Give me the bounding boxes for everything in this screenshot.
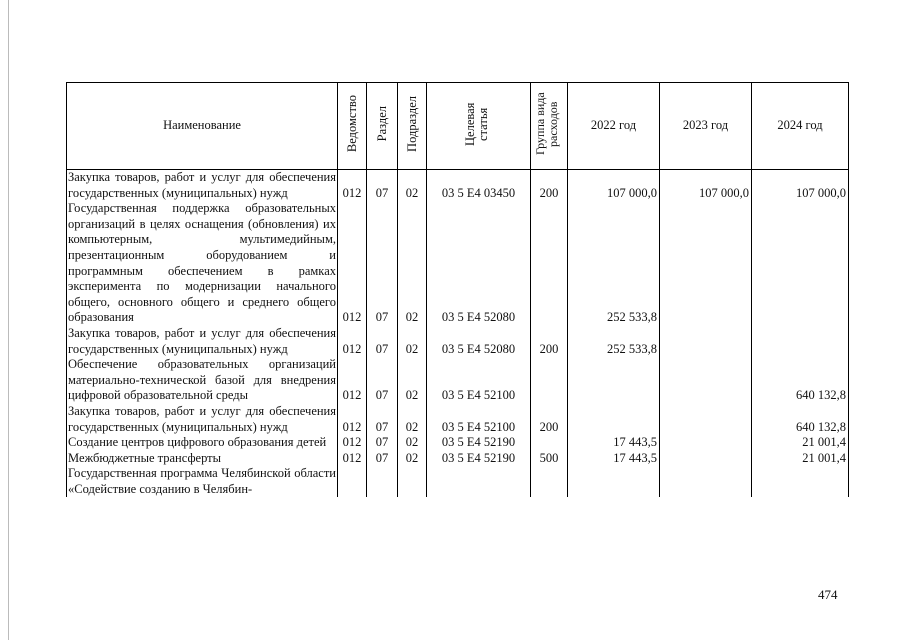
cell-ministry: 012: [338, 170, 367, 202]
cell-amount-2023: 107 000,0: [660, 170, 752, 202]
cell-amount-2024: 21 001,4: [752, 451, 849, 467]
header-2022: 2022 год: [568, 83, 660, 170]
header-name: Наименование: [67, 83, 338, 170]
table-row: [67, 466, 849, 497]
cell-target-article: [427, 466, 531, 497]
page-number: 474: [818, 587, 838, 602]
cell-subsection: 02: [398, 201, 427, 326]
cell-section: 07: [367, 357, 398, 404]
cell-subsection: 02: [398, 435, 427, 451]
table-row: [67, 201, 849, 326]
cell-amount-2023: [660, 451, 752, 467]
cell-target-article: 03 5 Е4 52080: [427, 201, 531, 326]
cell-amount-2022: [568, 357, 660, 404]
cell-expense-group: [531, 435, 568, 451]
cell-name: Создание центров цифрового образования детей: [67, 435, 338, 451]
cell-target-article: 03 5 Е4 52100: [427, 404, 531, 435]
cell-amount-2024: 21 001,4: [752, 435, 849, 451]
cell-section: 07: [367, 435, 398, 451]
cell-expense-group: [531, 466, 568, 497]
cell-amount-2023: [660, 201, 752, 326]
cell-amount-2022: 252 533,8: [568, 201, 660, 326]
cell-subsection: 02: [398, 357, 427, 404]
header-expense-group: Группа вида расходов: [531, 83, 568, 170]
cell-amount-2024: 640 132,8: [752, 404, 849, 435]
cell-amount-2023: [660, 326, 752, 357]
cell-target-article: 03 5 Е4 52100: [427, 357, 531, 404]
table-row: [67, 451, 849, 467]
cell-section: 07: [367, 404, 398, 435]
cell-name: Государственная поддержка образовательных организаций в целях оснащения (обновления) их компьютерным, мультимедийным, презентационным оборудованием и программным обеспечением в рамках эксперимента по модернизации начального общего, основного общего и среднего общего образования: [68, 201, 336, 325]
cell-name: Государственная программа Челябинской области «Содействие созданию в Челябин-: [68, 466, 336, 496]
cell-ministry: 012: [338, 357, 367, 404]
cell-name: Закупка товаров, работ и услуг для обеспечения государственных (муниципальных) нужд: [68, 170, 336, 200]
cell-subsection: 02: [398, 404, 427, 435]
cell-name: Закупка товаров, работ и услуг для обеспечения государственных (муниципальных) нужд: [68, 325, 336, 356]
page-binding-line: [8, 0, 9, 640]
cell-amount-2024: [752, 201, 849, 326]
cell-amount-2022: 252 533,8: [568, 326, 660, 357]
cell-amount-2023: [660, 466, 752, 497]
cell-target-article: 03 5 Е4 03450: [427, 170, 531, 202]
cell-section: 07: [367, 326, 398, 357]
header-target-article: Целевая статья: [427, 83, 531, 170]
cell-ministry: 012: [338, 326, 367, 357]
cell-ministry: 012: [338, 451, 367, 467]
table-row: [67, 435, 849, 451]
table-row: [67, 326, 849, 357]
cell-ministry: 012: [338, 435, 367, 451]
table-row: [67, 170, 849, 202]
cell-expense-group: 200: [531, 326, 568, 357]
cell-amount-2022: 17 443,5: [568, 451, 660, 467]
header-2024: 2024 год: [752, 83, 849, 170]
cell-section: [367, 466, 398, 497]
cell-ministry: 012: [338, 201, 367, 326]
header-2023: 2023 год: [660, 83, 752, 170]
cell-name: Обеспечение образовательных организаций материально-технической базой для внедрения цифровой образовательной среды: [68, 357, 336, 403]
cell-amount-2024: [752, 466, 849, 497]
cell-expense-group: 200: [531, 404, 568, 435]
cell-section: 07: [367, 170, 398, 202]
header-section: Раздел: [367, 83, 398, 170]
table-row: [67, 357, 849, 404]
cell-target-article: 03 5 Е4 52080: [427, 326, 531, 357]
header-ministry: Ведомство: [338, 83, 367, 170]
cell-amount-2023: [660, 404, 752, 435]
cell-section: 07: [367, 201, 398, 326]
cell-amount-2024: 640 132,8: [752, 357, 849, 404]
budget-table: [66, 82, 849, 497]
cell-amount-2024: [752, 326, 849, 357]
cell-ministry: [338, 466, 367, 497]
cell-expense-group: [531, 201, 568, 326]
table-header-row: [67, 83, 849, 170]
cell-amount-2023: [660, 435, 752, 451]
table-row: [67, 404, 849, 435]
cell-amount-2023: [660, 357, 752, 404]
cell-section: 07: [367, 451, 398, 467]
header-subsection: Подраздел: [398, 83, 427, 170]
cell-target-article: 03 5 Е4 52190: [427, 451, 531, 467]
cell-ministry: 012: [338, 404, 367, 435]
cell-name: Закупка товаров, работ и услуг для обеспечения государственных (муниципальных) нужд: [68, 403, 336, 434]
cell-expense-group: 500: [531, 451, 568, 467]
cell-amount-2022: 107 000,0: [568, 170, 660, 202]
cell-amount-2022: 17 443,5: [568, 435, 660, 451]
cell-subsection: 02: [398, 326, 427, 357]
cell-amount-2022: [568, 466, 660, 497]
cell-expense-group: 200: [531, 170, 568, 202]
cell-name: Межбюджетные трансферты: [67, 451, 338, 467]
cell-expense-group: [531, 357, 568, 404]
cell-subsection: 02: [398, 451, 427, 467]
cell-target-article: 03 5 Е4 52190: [427, 435, 531, 451]
cell-subsection: 02: [398, 170, 427, 202]
cell-amount-2022: [568, 404, 660, 435]
cell-subsection: [398, 466, 427, 497]
cell-amount-2024: 107 000,0: [752, 170, 849, 202]
